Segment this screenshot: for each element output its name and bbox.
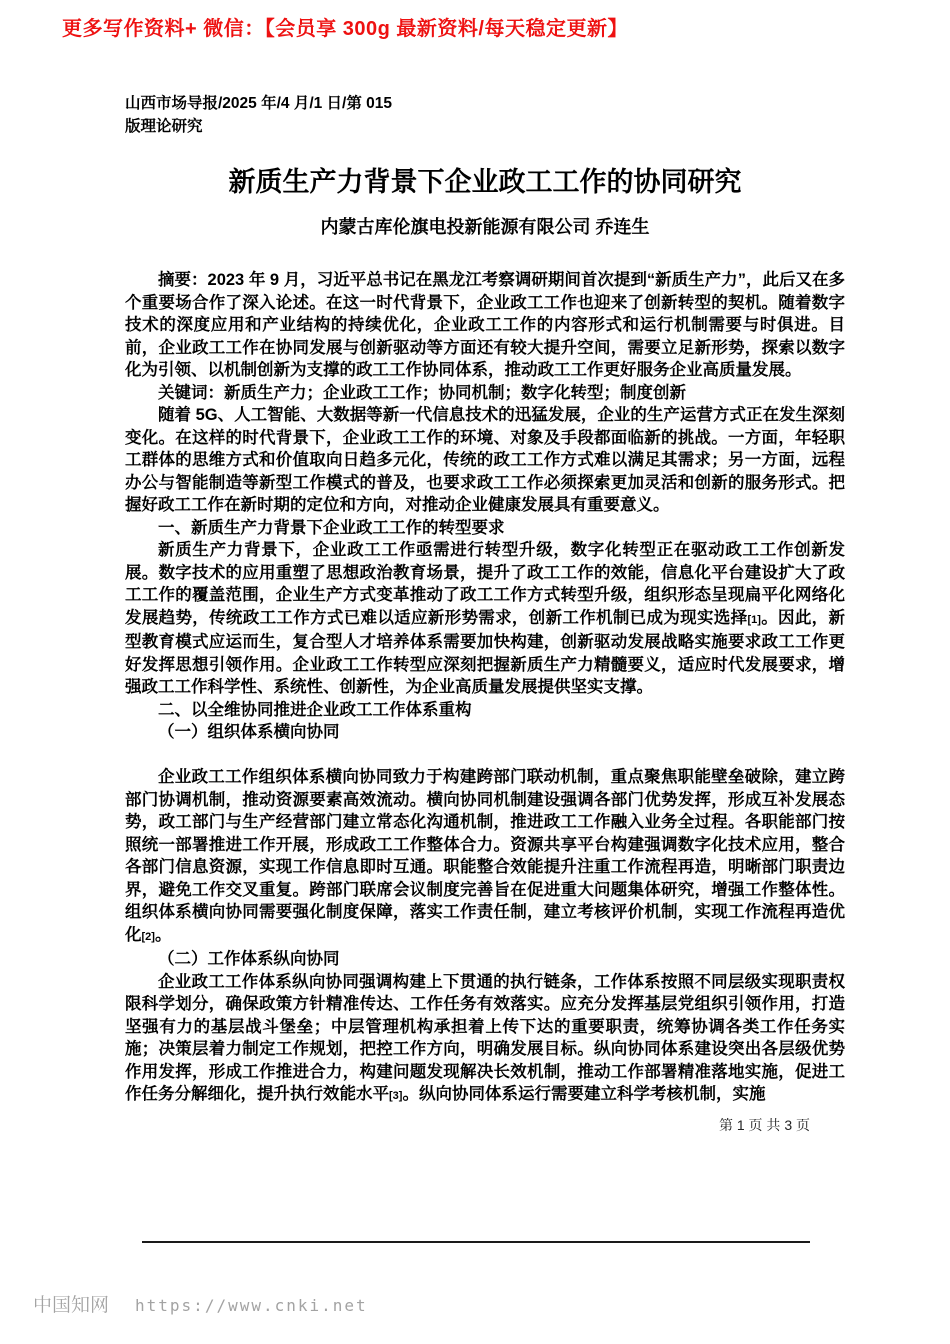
article-paragraph: 企业政工工作体系纵向协同强调构建上下贯通的执行链条，工作体系按照不同层级实现职责权限科学划分，确保政策方针精准传达、工作任务有效落实。应充分发挥基层党组织引领作用，打造坚强有力的基层战斗堡垒；中层管理机构承担着上传下达的重要职责，统筹协调各类工作任务实施；决策层着力制定工作规划，把控工作方向，明确发展目标。纵向协同体系建设突出各层级优势作用发挥，形成工作推进合力，构建问题发现解决长效机制，推动工作部署精准落地实施，促进工作任务分解细化，提升执行效能水平[3]。纵向协同体系运行需要建立科学考核机制，实施 [125,972,845,1103]
citation-ref: [2] [141,930,155,943]
article-paragraph: 摘要：2023 年 9 月，习近平总书记在黑龙江考察调研期间首次提到“新质生产力”，此后又在多个重要场合作了深入论述。在这一时代背景下，企业政工工作也迎来了创新转型的契机。随着数字技术的深度应用和产业结构的持续优化，企业政工工作的内容形式和运行机制需要与时俱进。目前，企业政工工作在协同发展与创新驱动等方面还有较大提升空间，需要立足新形势，探索以数字化为引领、以机制创新为支撑的政工工作协同体系，推动政工工作更好服务企业高质量发展。 [125,271,845,379]
article-author: 内蒙古库伦旗电投新能源有限公司 乔连生 [320,217,650,237]
article-paragraph: 新质生产力背景下，企业政工工作亟需进行转型升级，数字化转型正在驱动政工工作创新发展。数字技术的应用重塑了思想政治教育场景，提升了政工工作的效能，信息化平台建设扩大了政工工作的覆盖范围，企业生产方式变革推动了政工工作方式转型升级，组织形态呈现扁平化网络化发展趋势，传统政工工作方式已难以适应新形势需求，创新工作机制已成为现实选择[1]。因此，新型教育模式应运而生，复合型人才培养体系需要加快构建，创新驱动发展战略实施要求政工工作更好发挥思想引领作用。企业政工工作转型应深刻把握新质生产力精髓要义，适应时代发展要求，增强政工工作科学性、系统性、创新性，为企业高质量发展提供坚实支撑。 [125,541,846,696]
promo-banner-text: 更多写作资料+ 微信：【会员享 300g 最新资料/每天稳定更新】 [62,18,628,40]
cnki-watermark [33,1290,368,1317]
article-title: 新质生产力背景下企业政工工作的协同研究 [228,167,742,197]
citation-ref: [1] [747,613,761,626]
article-content [125,92,845,1108]
cnki-logo-text: 中国知网 [33,1295,110,1316]
publication-source-line1: 山西市场导报/2025 年/4 月/1 日/第 015 [125,95,393,112]
article-paragraph: （一）组织体系横向协同 [158,723,340,741]
publication-source [125,92,845,138]
article-paragraph: 企业政工工作组织体系横向协同致力于构建跨部门联动机制，重点聚焦职能壁垒破除，建立跨部门协调机制，推动资源要素高效流动。横向协同机制建设强调各部门优势发挥，形成互补发展态势，政工部门与生产经营部门建立常态化沟通机制，推进政工工作融入业务全过程。各职能部门按照统一部署推进工作开展，形成政工工作整体合力。资源共享平台构建强调数字化技术应用，整合各部门信息资源，实现工作信息即时互通。职能整合效能提升注重工作流程再造，明晰部门职责边界，避免工作交叉重复。跨部门联席会议制度完善旨在促进重大问题集体研究，增强工作整体性。组织体系横向协同需要强化制度保障，落实工作责任制，建立考核评价机制，实现工作流程再造优化[2]。 [125,768,845,944]
article-paragraph: 一、新质生产力背景下企业政工工作的转型要求 [158,518,505,537]
paragraph-spacer [125,744,845,767]
article-paragraph: 随着 5G、人工智能、大数据等新一代信息技术的迅猛发展，企业的生产运营方式正在发生深刻变化。在这样的时代背景下，企业政工工作的环境、对象及手段都面临新的挑战。一方面，年轻职工群体的思维方式和价值取向日趋多元化，传统的政工工作方式难以满足其需求；另一方面，远程办公与智能制造等新型工作模式的普及，也要求政工工作必须探索更加灵活和创新的服务形式。把握好政工工作在新时期的定位和方向，对推动企业健康发展具有重要意义。 [125,406,845,514]
article-body [125,269,845,1108]
article-paragraph: 关键词：新质生产力；企业政工工作；协同机制；数字化转型；制度创新 [158,383,686,402]
footer-divider-line [142,1241,810,1243]
article-paragraph: （二）工作体系纵向协同 [158,950,340,968]
citation-ref: [3] [389,1090,403,1102]
publication-source-line2: 版理论研究 [125,118,203,135]
page-number: 第 1 页 共 3 页 [718,1117,810,1133]
article-paragraph: 二、以全维协同推进企业政工工作体系重构 [158,700,472,719]
cnki-url: https://www.cnki.net [135,1296,368,1315]
